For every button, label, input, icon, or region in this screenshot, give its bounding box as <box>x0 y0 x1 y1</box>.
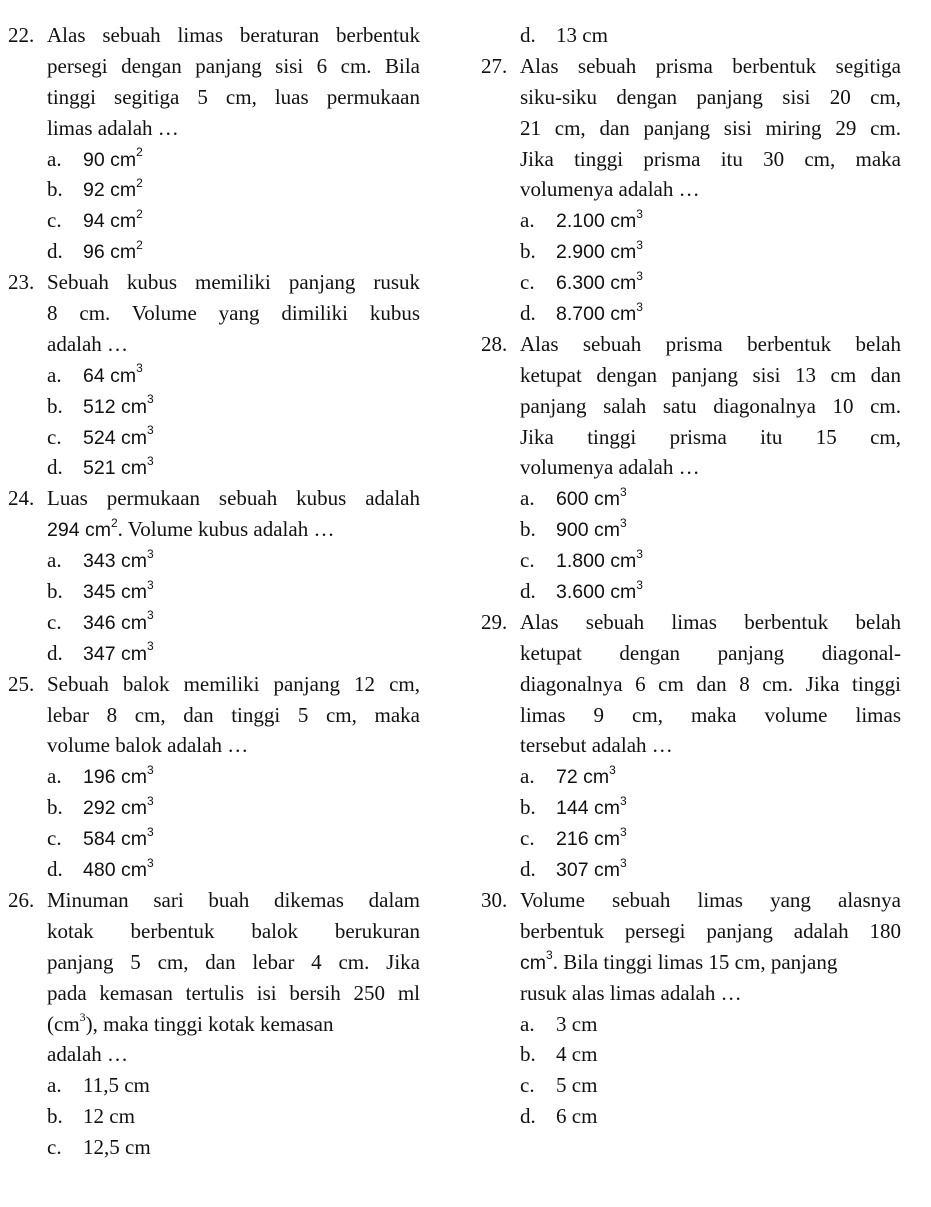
option-b[interactable]: b. 12 cm <box>47 1104 135 1129</box>
question-22 <box>8 20 420 267</box>
question-text-line: siku-siku dengan panjang sisi 20 cm, <box>520 84 901 109</box>
option-d[interactable]: d. 347 $cm^3$ <box>47 639 154 665</box>
option-b[interactable]: b. 2.900 $cm^3$ <box>520 237 643 264</box>
option-c[interactable]: c. 346 $cm^3$ <box>47 608 154 634</box>
question-number: 24. <box>8 486 35 511</box>
option-b[interactable]: b. 144 $cm^3$ <box>520 793 627 820</box>
question-number: 28. <box>481 331 508 356</box>
option-d[interactable]: d. 480 $cm^3$ <box>47 855 154 882</box>
question-text-line: limas 9 cm, maka volume limas <box>520 702 901 727</box>
question-text-line: 8 cm. Volume yang dimiliki kubus <box>47 301 420 326</box>
question-text-line: kotak berbentuk balok berukuran <box>47 918 420 943</box>
option-a[interactable]: a. 2.100 $cm^3$ <box>520 206 643 233</box>
option-b[interactable]: b. 345 $cm^3$ <box>47 577 154 604</box>
question-30 <box>481 885 901 1132</box>
option-d[interactable]: d. 8.700 $cm^3$ <box>520 299 643 326</box>
question-text-line: 30. Volume sebuah limas yang alasnya <box>481 885 901 916</box>
question-text-line: 29. Alas sebuah limas berbentuk belah <box>481 607 901 638</box>
question-text-line: 27. Alas sebuah prisma berbentuk segitiga <box>481 51 901 82</box>
question-text-line: Jika tinggi prisma itu 15 cm, <box>520 424 901 449</box>
question-text-line: 23. Sebuah kubus memiliki panjang rusuk <box>8 267 420 298</box>
right-column <box>481 20 901 1132</box>
question-number: 25. <box>8 671 35 696</box>
option-a[interactable]: a. 11,5 cm <box>47 1073 150 1098</box>
option-b[interactable]: b. 4 cm <box>520 1042 598 1067</box>
question-text-line: ketupat dengan panjang diagonal- <box>520 640 901 665</box>
question-text-line: panjang salah satu diagonalnya 10 cm. <box>520 393 901 418</box>
question-26 <box>8 885 420 1163</box>
question-text-line: adalah … <box>47 1042 129 1067</box>
question-text-line: 294 $cm^2$. Volume kubus adalah … <box>47 515 335 542</box>
question-27 <box>481 51 901 329</box>
option-c[interactable]: c. 94 $cm^2$ <box>47 206 143 233</box>
option-c[interactable]: c. 216 $cm^3$ <box>520 824 627 851</box>
option-a[interactable]: a. 72 $cm^3$ <box>520 762 616 789</box>
question-text-line: tinggi segitiga 5 cm, luas permukaan <box>47 84 420 109</box>
option-c[interactable]: c. 6.300 $cm^3$ <box>520 268 643 295</box>
question-number: 30. <box>481 887 508 912</box>
question-number: 23. <box>8 270 35 295</box>
option-a[interactable]: a. 64 $cm^3$ <box>47 361 143 387</box>
question-number: 22. <box>8 23 35 47</box>
question-28 <box>481 329 901 607</box>
question-25 <box>8 669 420 885</box>
option-a[interactable]: a. 3 cm <box>520 1011 598 1036</box>
question-29 <box>481 607 901 885</box>
question-text-line: 21 cm, dan panjang sisi miring 29 cm. <box>520 115 901 140</box>
question-text-line: $(cm^3)$, maka tinggi kotak kemasan <box>47 1009 334 1036</box>
question-text-line: rusuk alas limas adalah … <box>520 980 742 1005</box>
option-c[interactable]: c. 584 $cm^3$ <box>47 824 154 851</box>
option-a[interactable]: a. 90 $cm^2$ <box>47 145 143 171</box>
question-text-line: tersebut adalah … <box>520 733 673 758</box>
option-c[interactable]: c. 524 $cm^3$ <box>47 423 154 449</box>
question-number: 26. <box>8 887 35 912</box>
option-c[interactable]: c. 5 cm <box>520 1073 598 1098</box>
option-c[interactable]: c. 12,5 cm <box>47 1135 151 1160</box>
question-text-line: panjang 5 cm, dan lebar 4 cm. Jika <box>47 949 420 974</box>
option-d[interactable]: d. 521 $cm^3$ <box>47 453 154 480</box>
question-number: 27. <box>481 53 508 78</box>
option-b[interactable]: b. 512 $cm^3$ <box>47 392 154 418</box>
question-text-line: lebar 8 cm, dan tinggi 5 cm, maka <box>47 702 420 727</box>
question-text-line: ketupat dengan panjang sisi 13 cm dan <box>520 362 901 387</box>
question-text-line: adalah … <box>47 331 129 356</box>
question-text-line: 22. Alas sebuah limas beraturan berbentuk <box>8 20 420 51</box>
option-d[interactable]: d. 3.600 $cm^3$ <box>520 577 643 604</box>
question-23 <box>8 267 420 483</box>
option-a[interactable]: a. 600 $cm^3$ <box>520 484 627 511</box>
question-text-line: persegi dengan panjang sisi 6 cm. Bila <box>47 53 420 78</box>
option-b[interactable]: b. 92 $cm^2$ <box>47 175 143 202</box>
question-text-line: 26. Minuman sari buah dikemas dalam <box>8 885 420 916</box>
question-text-line: volumenya adalah … <box>520 177 700 202</box>
option-a[interactable]: a. 343 $cm^3$ <box>47 546 154 573</box>
question-text-line: 28. Alas sebuah prisma berbentuk belah <box>481 329 901 360</box>
question-text-line: volumenya adalah … <box>520 455 700 480</box>
question-24 <box>8 483 420 668</box>
question-number: 29. <box>481 609 508 634</box>
question-text-line: pada kemasan tertulis isi bersih 250 ml <box>47 980 420 1005</box>
option-d[interactable]: d. 307 $cm^3$ <box>520 855 627 882</box>
question-text-line: 25. Sebuah balok memiliki panjang 12 cm, <box>8 669 420 700</box>
question-text-line: diagonalnya 6 cm dan 8 cm. Jika tinggi <box>520 671 901 696</box>
question-text-line: berbentuk persegi panjang adalah 180 <box>520 918 901 943</box>
option-a[interactable]: a. 196 $cm^3$ <box>47 762 154 789</box>
question-text-line: $cm^3$. Bila tinggi limas 15 cm, panjang <box>520 948 838 974</box>
option-c[interactable]: c. 1.800 $cm^3$ <box>520 546 643 573</box>
option-b[interactable]: b. 292 $cm^3$ <box>47 793 154 820</box>
option-d[interactable]: d. 13 cm <box>520 23 608 47</box>
option-b[interactable]: b. 900 $cm^3$ <box>520 515 627 542</box>
option-d[interactable]: d. 6 cm <box>520 1104 598 1129</box>
question-text-line: volume balok adalah … <box>47 733 249 758</box>
left-column <box>8 20 420 1163</box>
question-text-line: Jika tinggi prisma itu 30 cm, maka <box>520 146 901 171</box>
option-d[interactable]: d. 96 $cm^2$ <box>47 237 143 264</box>
question-text-line: limas adalah … <box>47 115 179 140</box>
question-text-line: 24. Luas permukaan sebuah kubus adalah <box>8 483 420 514</box>
